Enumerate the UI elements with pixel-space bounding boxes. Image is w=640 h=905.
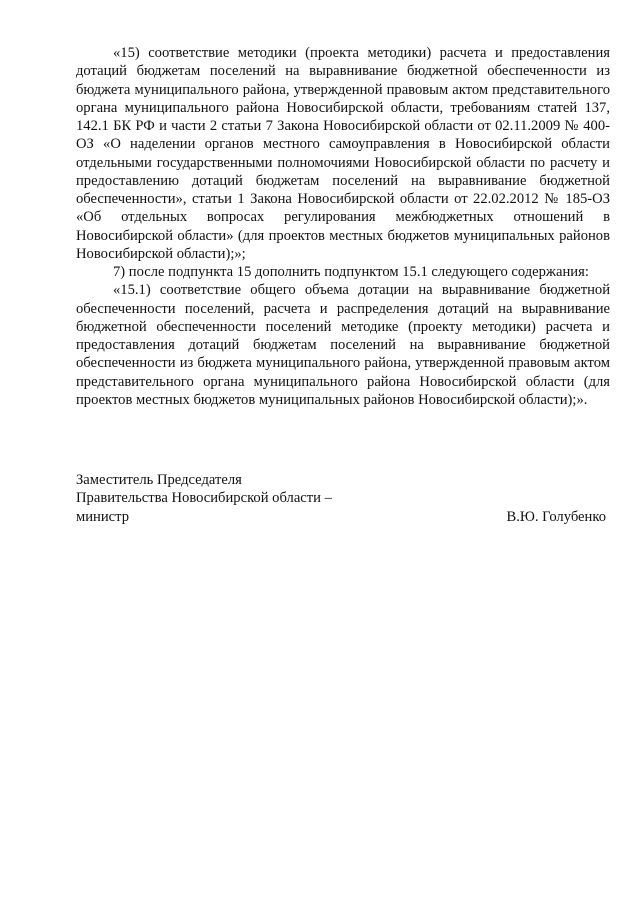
paragraph-item-15: «15) соответствие методики (проекта методики) расчета и предоставления дотаций бюджетам поселений на выравнивание бюджетной обеспеченности из бюджета муниципального района, утвержденной правовым актом представительного органа муниципального района Новосибирской области, требованиям статей 137, 142.1 БК РФ и части 2 статьи 7 Закона Новосибирской области от 02.11.2009 № 400-ОЗ «О наделении органов местного самоуправления в Новосибирской области отдельными государственными полномочиями Новосибирской области по расчету и предоставлению дотаций бюджетам поселений на выравнивание бюджетной обеспеченности», статьи 1 Закона Новосибирской области от 22.02.2012 № 185-ОЗ «Об отдельных вопросах регулирования межбюджетных отношений в Новосибирской области» (для проектов местных бюджетов муниципальных районов Новосибирской области);»;: [76, 45, 610, 262]
signatory-position-line2: Правительства Новосибирской области –: [76, 490, 332, 507]
document-body: [76, 44, 610, 409]
paragraph-item-7: 7) после подпункта 15 дополнить подпунктом 15.1 следующего содержания:: [113, 264, 589, 280]
signatory-row: [76, 508, 610, 526]
paragraph-item-15-1: «15.1) соответствие общего объема дотации на выравнивание бюджетной обеспеченности поселений, расчета и распределения дотаций на выравнивание бюджетной обеспеченности поселений методике (проекту методики) расчета и предоставления дотаций бюджетам поселений на выравнивание бюджетной обеспеченности из бюджета муниципального района, утвержденной правовым актом представительного органа муниципального района Новосибирской области (для проектов местных бюджетов муниципальных районов Новосибирской области);».: [76, 282, 610, 408]
signature-block: [76, 471, 610, 526]
signatory-name: В.Ю. Голубенко: [506, 508, 606, 525]
signatory-position-line1: Заместитель Председателя: [76, 472, 242, 488]
signatory-position-line3: министр: [76, 508, 129, 525]
